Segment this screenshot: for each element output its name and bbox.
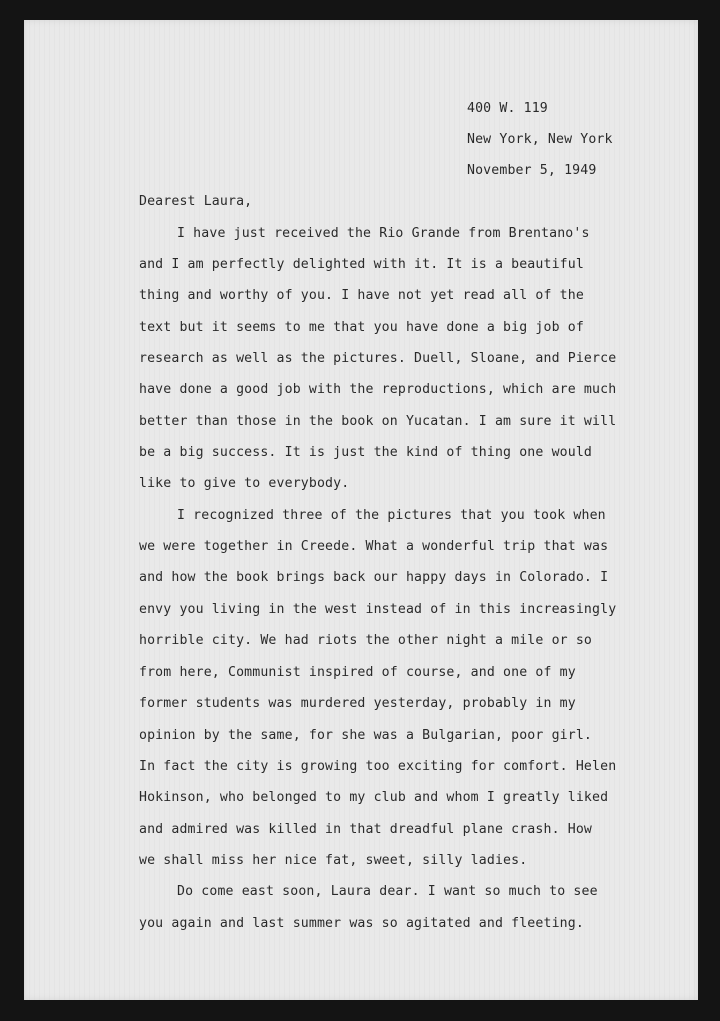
body-line: opinion by the same, for she was a Bulgarian, poor girl. (139, 728, 593, 743)
body-line: and how the book brings back our happy days in Colorado. I (139, 570, 609, 585)
body-line: In fact the city is growing too exciting for comfort. Helen (139, 759, 617, 774)
body-line: I have just received the Rio Grande from Brentano's (177, 226, 590, 241)
body-line: I recognized three of the pictures that you took when (177, 508, 606, 523)
body-line: horrible city. We had riots the other night a mile or so (139, 633, 593, 648)
body-line: be a big success. It is just the kind of thing one would (139, 445, 593, 460)
body-line: we shall miss her nice fat, sweet, silly ladies. (139, 853, 528, 868)
body-line: you again and last summer was so agitated and fleeting. (139, 916, 584, 931)
address-line-city: New York, New York (467, 132, 613, 147)
body-line: former students was murdered yesterday, probably in my (139, 696, 576, 711)
body-line: Do come east soon, Laura dear. I want so much to see (177, 884, 598, 899)
body-line: envy you living in the west instead of in this increasingly (139, 602, 617, 617)
body-line: have done a good job with the reproductions, which are much (139, 382, 617, 397)
body-line: like to give to everybody. (139, 476, 350, 491)
body-line: thing and worthy of you. I have not yet read all of the (139, 288, 584, 303)
body-line: and I am perfectly delighted with it. It is a beautiful (139, 257, 584, 272)
body-line: research as well as the pictures. Duell, Sloane, and Pierce (139, 351, 617, 366)
body-line: better than those in the book on Yucatan. I am sure it will (139, 414, 617, 429)
body-line: and admired was killed in that dreadful plane crash. How (139, 822, 593, 837)
letter-date: November 5, 1949 (467, 163, 597, 178)
salutation: Dearest Laura, (139, 194, 253, 209)
address-line-street: 400 W. 119 (467, 101, 548, 116)
body-line: from here, Communist inspired of course, and one of my (139, 665, 576, 680)
body-line: we were together in Creede. What a wonderful trip that was (139, 539, 609, 554)
body-line: Hokinson, who belonged to my club and whom I greatly liked (139, 790, 609, 805)
body-line: text but it seems to me that you have done a big job of (139, 320, 584, 335)
